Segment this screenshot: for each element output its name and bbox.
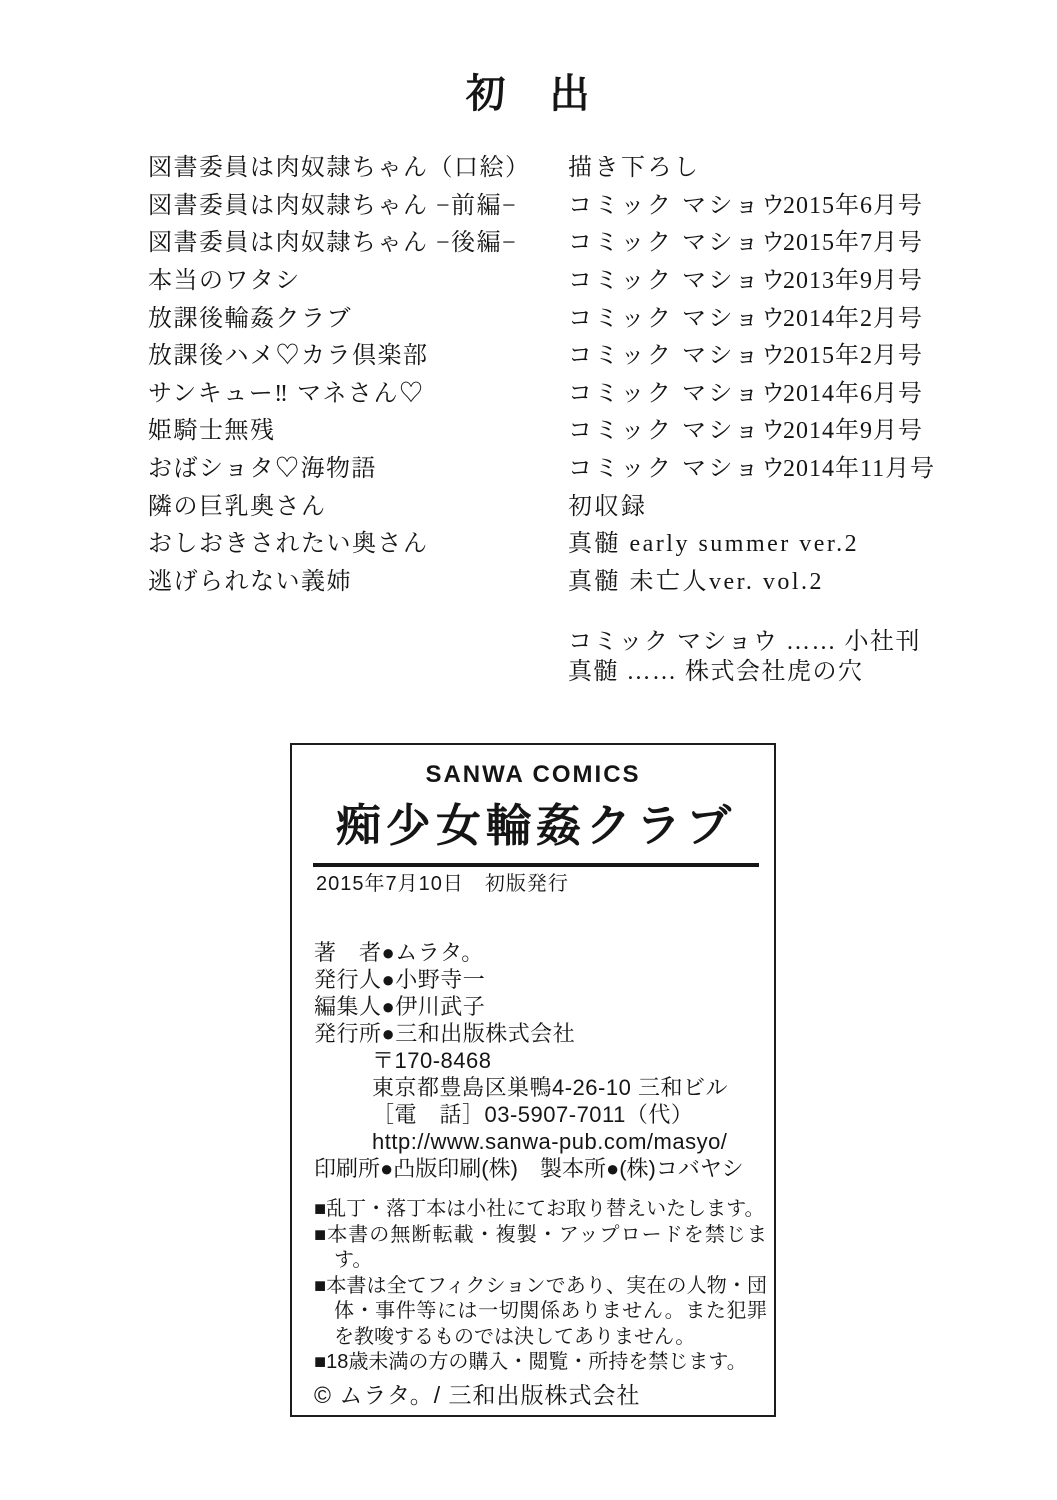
issue-label: 2015年2月号 <box>783 343 923 370</box>
source-label: コミック マショウ <box>568 380 788 407</box>
source-label: 真髄 未亡人ver. vol.2 <box>568 568 824 595</box>
source-label: コミック マショウ <box>568 456 788 483</box>
issue-label: 2014年11月号 <box>783 456 936 483</box>
printer-binder-line: 印刷所●凸版印刷(株) 製本所●(株)コバヤシ <box>314 1156 744 1181</box>
issue-label: 2014年2月号 <box>783 305 923 332</box>
legend-line: 真髄 …… 株式会社虎の穴 <box>568 658 864 685</box>
source-label: 真髄 early summer ver.2 <box>568 531 860 558</box>
source-label: コミック マショウ <box>568 343 788 370</box>
notice-line: ■本書は全てフィクションであり、実在の人物・団体・事件等には一切関係ありません。また犯罪を教唆するものでは決してありません。 <box>314 1274 767 1348</box>
editor-line: 編集人●伊川武子 <box>314 994 486 1019</box>
issue-label: 2015年7月号 <box>783 230 923 257</box>
work-title: 本当のワタシ <box>148 268 301 295</box>
work-title: 図書委員は肉奴隷ちゃん（口絵） <box>148 155 531 182</box>
author-line: 著 者●ムラタ。 <box>314 940 484 965</box>
colophon-box <box>290 743 776 1417</box>
issue-label: 2014年6月号 <box>783 380 923 407</box>
source-label: コミック マショウ <box>568 192 788 219</box>
source-label: コミック マショウ <box>568 268 788 295</box>
notice-line: ■18歳未満の方の購入・閲覧・所持を禁じます。 <box>314 1351 747 1373</box>
source-label: コミック マショウ <box>568 230 788 257</box>
copyright-line: © ムラタ。/ 三和出版株式会社 <box>314 1382 641 1408</box>
imprint-brand: SANWA COMICS <box>425 761 641 788</box>
list-item <box>148 259 948 297</box>
source-label: 描き下ろし <box>568 155 701 182</box>
list-item <box>148 221 948 259</box>
list-item <box>148 484 948 522</box>
issue-label: 2013年9月号 <box>783 268 923 295</box>
notice-line: ■乱丁・落丁本は小社にてお取り替えいたします。 <box>314 1198 765 1220</box>
publishing-house-line: 発行所●三和出版株式会社 <box>314 1021 576 1046</box>
list-item <box>148 146 948 184</box>
source-label: コミック マショウ <box>568 305 788 332</box>
notice-line: ■本書の無断転載・複製・アップロードを禁じます。 <box>314 1223 767 1271</box>
publication-credits <box>314 939 768 1182</box>
work-title: 逃げられない義姉 <box>148 568 352 595</box>
work-title: 図書委員は肉奴隷ちゃん −後編− <box>148 230 518 257</box>
legend-line: コミック マショウ …… 小社刊 <box>568 629 922 655</box>
list-item <box>148 296 948 334</box>
first-publication-list <box>148 146 948 597</box>
issue-label: 2015年6月号 <box>783 192 923 219</box>
work-title: 放課後ハメ♡カラ倶楽部 <box>148 343 429 370</box>
publisher-person-line: 発行人●小野寺一 <box>314 967 486 992</box>
work-title: 図書委員は肉奴隷ちゃん −前編− <box>148 192 518 219</box>
list-item <box>148 334 948 372</box>
list-item <box>148 372 948 410</box>
list-item <box>148 409 948 447</box>
list-item <box>148 522 948 560</box>
phone-number: ［電 話］03-5907-7011（代） <box>372 1102 694 1127</box>
publisher-url: http://www.sanwa-pub.com/masyo/ <box>372 1129 728 1154</box>
postal-code: 〒170-8468 <box>372 1048 492 1073</box>
work-title: おしおきされたい奥さん <box>148 531 429 558</box>
book-title: 痴少女輪姦クラブ <box>313 789 759 867</box>
print-date: 2015年7月10日 初版発行 <box>316 873 569 895</box>
list-item <box>148 447 948 485</box>
legal-notices <box>314 1197 767 1376</box>
work-title: おばショタ♡海物語 <box>148 456 378 483</box>
list-item <box>148 184 948 222</box>
work-title: サンキュー‼ マネさん♡ <box>148 380 425 407</box>
work-title: 隣の巨乳奥さん <box>148 493 327 520</box>
source-legend <box>568 628 921 687</box>
work-title: 放課後輪姦クラブ <box>148 305 352 332</box>
list-item <box>148 560 948 598</box>
issue-label: 2014年9月号 <box>783 418 923 445</box>
street-address: 東京都豊島区巣鴨4-26-10 三和ビル <box>372 1075 728 1100</box>
first-publication-heading: 初 出 <box>465 71 592 116</box>
source-label: コミック マショウ <box>568 418 788 445</box>
work-title: 姫騎士無残 <box>148 418 276 445</box>
source-label: 初収録 <box>568 493 648 520</box>
